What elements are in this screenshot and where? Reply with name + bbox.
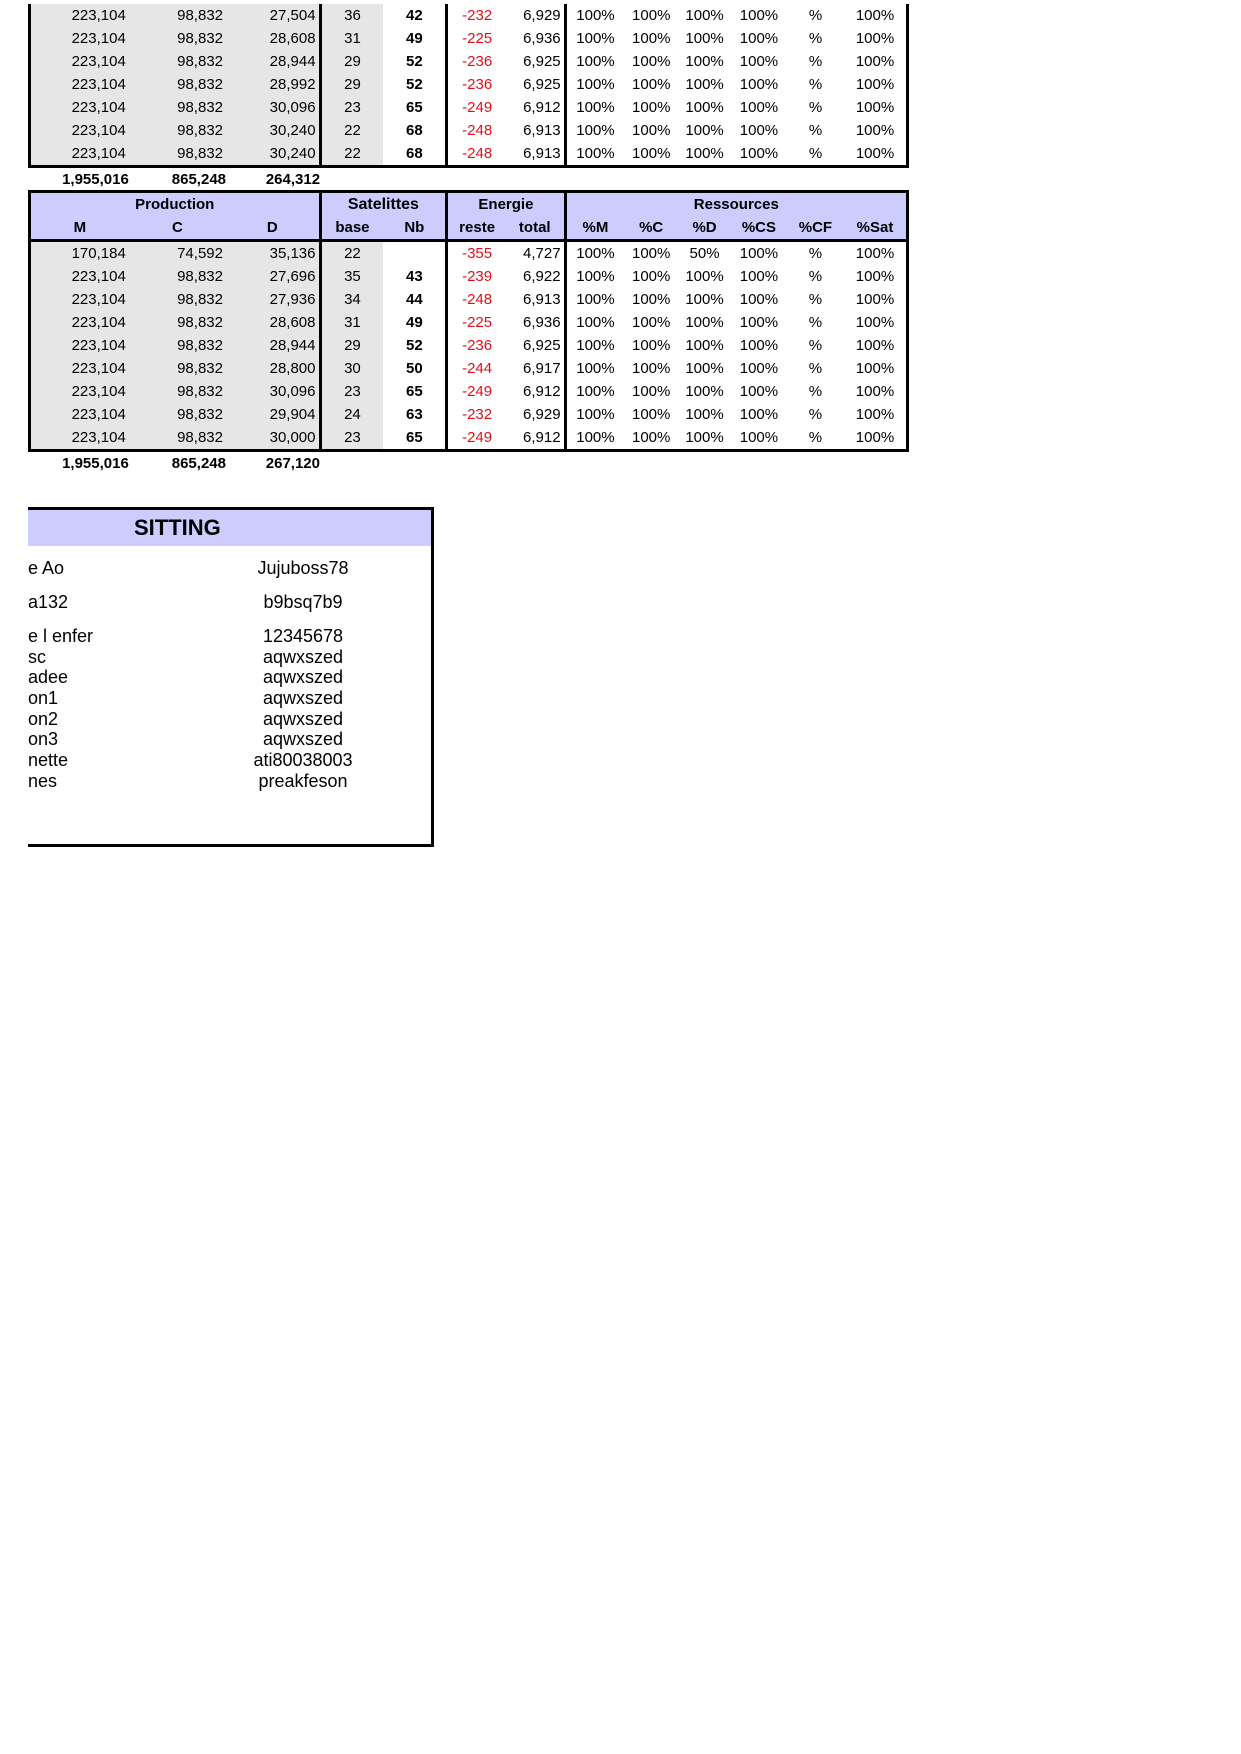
cell-pcs: 100%: [739, 7, 779, 24]
cell-d: 28,944: [226, 334, 320, 357]
group-header-row: [30, 192, 908, 217]
cell-pd: 100%: [685, 383, 724, 400]
cell-base: 30: [320, 357, 383, 380]
cell-total: 6,925: [506, 334, 565, 357]
sitting-password: aqwxszed: [262, 709, 344, 729]
cell-psat: 100%: [844, 27, 907, 50]
cell-pc: 100%: [632, 99, 671, 116]
cell-reste: -236: [462, 337, 493, 354]
cell-pc: 100%: [632, 122, 671, 139]
cell-c: 98,832: [129, 119, 226, 142]
cell-pd: 100%: [685, 99, 724, 116]
cell-base: 34: [320, 288, 383, 311]
cell-pc: 100%: [632, 76, 671, 93]
cell-base: 23: [320, 426, 383, 451]
cell-pcf: %: [808, 30, 823, 47]
cell-psat: 100%: [844, 265, 908, 288]
cell-m: 223,104: [30, 96, 129, 119]
table-row: [30, 73, 908, 96]
cell-pd: 100%: [685, 360, 724, 377]
cell-psat: 100%: [844, 4, 907, 27]
cell-nb: [383, 241, 446, 266]
cell-base: 31: [320, 27, 383, 50]
cell-c: 74,592: [129, 241, 226, 266]
cell-pd: 100%: [685, 76, 724, 93]
cell-pm: 100%: [576, 122, 615, 139]
col-pc: %C: [624, 216, 678, 241]
cell-total: 6,925: [506, 50, 565, 73]
cell-d: 30,240: [226, 119, 320, 142]
cell-pm: 100%: [576, 7, 615, 24]
sitting-password: ati80038003: [253, 750, 353, 770]
cell-pcf: %: [808, 406, 823, 423]
cell-m: 223,104: [30, 73, 129, 96]
cell-psat: 100%: [844, 334, 908, 357]
table-row: [30, 357, 908, 380]
cell-total: 6,912: [506, 96, 565, 119]
cell-d: 28,608: [226, 311, 320, 334]
column-header-row: [30, 216, 908, 241]
cell-pc: 100%: [624, 142, 678, 167]
totals-row: [30, 451, 908, 476]
cell-m: 170,184: [30, 241, 129, 266]
cell-pc: 100%: [632, 7, 671, 24]
sitting-panel: [28, 507, 434, 847]
sitting-password: aqwxszed: [262, 647, 344, 667]
table-row: [30, 288, 908, 311]
cell-d: 29,904: [226, 403, 320, 426]
table-row: [30, 27, 908, 50]
cell-pm: 100%: [565, 142, 624, 167]
total-m: 1,955,016: [62, 171, 129, 188]
totals-row: [30, 167, 908, 192]
table-row: [30, 4, 908, 27]
cell-pcs: 100%: [739, 122, 779, 139]
cell-pcs: 100%: [739, 99, 779, 116]
cell-pd: 100%: [685, 30, 724, 47]
cell-pd: 100%: [685, 122, 724, 139]
cell-pcf: %: [808, 360, 823, 377]
cell-reste: -249: [447, 426, 506, 451]
cell-m: 223,104: [30, 27, 129, 50]
cell-pcf: %: [808, 53, 823, 70]
table-row: [30, 119, 908, 142]
cell-m: 223,104: [30, 426, 129, 451]
cell-total: 6,917: [506, 357, 565, 380]
cell-base: 22: [320, 241, 383, 266]
table-row: [30, 96, 908, 119]
cell-nb: 68: [383, 119, 446, 142]
total-d: 267,120: [265, 455, 320, 472]
cell-nb: 52: [383, 334, 446, 357]
cell-pcs: 100%: [731, 426, 787, 451]
cell-reste: -249: [462, 99, 493, 116]
sitting-password: aqwxszed: [262, 688, 344, 708]
cell-c: 98,832: [129, 403, 226, 426]
cell-c: 98,832: [129, 311, 226, 334]
col-psat: %Sat: [844, 216, 908, 241]
cell-pm: 100%: [576, 268, 615, 285]
cell-m: 223,104: [30, 311, 129, 334]
table-row: [30, 426, 908, 451]
cell-reste: -236: [462, 76, 493, 93]
cell-pcf: %: [808, 245, 823, 262]
cell-pcf: %: [808, 337, 823, 354]
cell-pm: 100%: [576, 314, 615, 331]
cell-pd: 100%: [678, 142, 731, 167]
cell-pc: 100%: [632, 291, 671, 308]
cell-m: 223,104: [30, 334, 129, 357]
cell-c: 98,832: [129, 334, 226, 357]
cell-m: 223,104: [30, 119, 129, 142]
col-c: C: [129, 216, 226, 241]
cell-psat: 100%: [844, 357, 908, 380]
cell-nb: 49: [383, 27, 446, 50]
cell-c: 98,832: [129, 288, 226, 311]
cell-reste: -249: [462, 383, 493, 400]
cell-c: 98,832: [129, 426, 226, 451]
cell-pd: 100%: [685, 268, 724, 285]
cell-pm: 100%: [576, 53, 615, 70]
cell-base: 24: [320, 403, 383, 426]
cell-reste: -236: [462, 53, 493, 70]
sitting-account: e Ao: [28, 558, 65, 578]
cell-pcs: 100%: [731, 142, 787, 167]
cell-reste: -239: [462, 268, 493, 285]
cell-reste: -355: [462, 245, 493, 262]
cell-d: 27,504: [226, 4, 320, 27]
sitting-password: Jujuboss78: [257, 558, 349, 578]
production-grid-2: [28, 190, 909, 475]
cell-m: 223,104: [30, 265, 129, 288]
cell-c: 98,832: [129, 4, 226, 27]
cell-psat: 100%: [844, 380, 908, 403]
cell-reste: -232: [462, 406, 493, 423]
cell-pm: 100%: [576, 406, 615, 423]
col-d: D: [226, 216, 320, 241]
cell-pd: 100%: [685, 7, 724, 24]
cell-pcs: 100%: [739, 383, 779, 400]
col-pcs: %CS: [731, 216, 787, 241]
energie-header: Energie: [447, 192, 565, 217]
table-row: [30, 241, 908, 266]
cell-psat: 100%: [844, 288, 908, 311]
cell-pc: 100%: [624, 426, 678, 451]
col-nb: Nb: [383, 216, 446, 241]
cell-total: 6,929: [506, 403, 565, 426]
cell-psat: 100%: [844, 403, 908, 426]
cell-pm: 100%: [565, 426, 624, 451]
cell-pcf: %: [808, 99, 823, 116]
cell-pcs: 100%: [739, 360, 779, 377]
cell-reste: -244: [462, 360, 493, 377]
sitting-account: sc: [28, 647, 46, 667]
cell-total: 6,925: [506, 73, 565, 96]
cell-pd: 100%: [685, 314, 724, 331]
satellites-header: Satelittes: [320, 192, 447, 217]
col-base: base: [320, 216, 383, 241]
cell-pd: 100%: [678, 426, 731, 451]
cell-pcf: %: [808, 268, 823, 285]
cell-base: 35: [320, 265, 383, 288]
cell-total: 6,913: [506, 119, 565, 142]
sitting-account: on2: [28, 709, 59, 729]
cell-pcf: %: [808, 383, 823, 400]
cell-base: 22: [320, 142, 383, 167]
cell-pc: 100%: [632, 268, 671, 285]
production-header: Production: [30, 192, 321, 217]
cell-nb: 50: [383, 357, 446, 380]
cell-m: 223,104: [30, 403, 129, 426]
cell-pcs: 100%: [739, 53, 779, 70]
cell-d: 30,096: [226, 380, 320, 403]
cell-nb: 49: [383, 311, 446, 334]
sitting-account: a132: [28, 592, 69, 612]
table-row: [30, 380, 908, 403]
col-pcf: %CF: [787, 216, 844, 241]
col-pd: %D: [678, 216, 731, 241]
col-total: total: [506, 216, 565, 241]
cell-total: 6,936: [506, 311, 565, 334]
cell-pc: 100%: [632, 314, 671, 331]
table-row: [30, 50, 908, 73]
cell-d: 28,608: [226, 27, 320, 50]
cell-nb: 65: [383, 380, 446, 403]
cell-base: 23: [320, 96, 383, 119]
cell-pd: 100%: [685, 291, 724, 308]
cell-reste: -248: [447, 142, 506, 167]
table-row: [30, 311, 908, 334]
total-c: 865,248: [171, 171, 227, 188]
cell-reste: -225: [462, 314, 493, 331]
cell-pm: 100%: [576, 99, 615, 116]
cell-reste: -232: [462, 7, 493, 24]
cell-pcs: 100%: [739, 30, 779, 47]
cell-pc: 100%: [632, 383, 671, 400]
cell-pcf: %: [808, 7, 823, 24]
sitting-password: aqwxszed: [262, 729, 344, 749]
cell-c: 98,832: [129, 96, 226, 119]
cell-d: 28,992: [226, 73, 320, 96]
cell-total: 6,922: [506, 265, 565, 288]
cell-pc: 100%: [632, 245, 671, 262]
cell-psat: 100%: [844, 142, 907, 167]
cell-pm: 100%: [576, 291, 615, 308]
cell-pm: 100%: [576, 245, 615, 262]
cell-m: 223,104: [30, 380, 129, 403]
sitting-password: b9bsq7b9: [263, 592, 343, 612]
cell-pcs: 100%: [739, 291, 779, 308]
cell-pcf: %: [808, 314, 823, 331]
col-reste: reste: [447, 216, 506, 241]
cell-pc: 100%: [632, 360, 671, 377]
table-row: [30, 265, 908, 288]
table-row: [30, 334, 908, 357]
cell-pcs: 100%: [739, 406, 779, 423]
cell-c: 98,832: [129, 142, 226, 167]
cell-pd: 50%: [689, 245, 720, 262]
cell-d: 30,000: [226, 426, 320, 451]
cell-total: 6,912: [506, 426, 565, 451]
cell-pcf: %: [787, 142, 844, 167]
cell-nb: 43: [383, 265, 446, 288]
col-m: M: [30, 216, 129, 241]
cell-pm: 100%: [576, 383, 615, 400]
cell-total: 4,727: [506, 241, 565, 266]
cell-nb: 42: [383, 4, 446, 27]
cell-nb: 65: [383, 426, 446, 451]
cell-total: 6,913: [506, 142, 565, 167]
cell-pcs: 100%: [739, 337, 779, 354]
cell-pd: 100%: [685, 337, 724, 354]
cell-nb: 52: [383, 73, 446, 96]
total-m: 1,955,016: [62, 455, 129, 472]
cell-nb: 65: [383, 96, 446, 119]
cell-nb: 63: [383, 403, 446, 426]
total-c: 865,248: [171, 455, 226, 472]
cell-d: 35,136: [226, 241, 320, 266]
cell-c: 98,832: [129, 50, 226, 73]
cell-pcs: 100%: [739, 76, 779, 93]
total-d: 264,312: [265, 171, 321, 188]
cell-pcf: %: [808, 291, 823, 308]
cell-pm: 100%: [576, 337, 615, 354]
cell-base: 29: [320, 50, 383, 73]
production-grid-1: [28, 4, 909, 191]
cell-d: 28,800: [226, 357, 320, 380]
cell-psat: 100%: [844, 73, 907, 96]
cell-reste: -225: [462, 30, 493, 47]
cell-m: 223,104: [30, 142, 129, 167]
sitting-account: nes: [28, 771, 58, 791]
cell-base: 31: [320, 311, 383, 334]
cell-m: 223,104: [30, 4, 129, 27]
cell-pc: 100%: [632, 337, 671, 354]
cell-psat: 100%: [844, 119, 907, 142]
cell-c: 98,832: [129, 380, 226, 403]
cell-d: 27,936: [226, 288, 320, 311]
cell-d: 30,096: [226, 96, 320, 119]
cell-base: 22: [320, 119, 383, 142]
production-table-2: [28, 190, 909, 475]
cell-pc: 100%: [632, 30, 671, 47]
cell-c: 98,832: [129, 265, 226, 288]
cell-base: 36: [320, 4, 383, 27]
cell-m: 223,104: [30, 50, 129, 73]
sitting-account: on1: [28, 688, 59, 708]
ressources-header: Ressources: [565, 192, 907, 217]
cell-pm: 100%: [576, 30, 615, 47]
sitting-account: e l enfer: [28, 626, 94, 646]
cell-total: 6,936: [506, 27, 565, 50]
cell-pcs: 100%: [739, 268, 779, 285]
cell-nb: 52: [383, 50, 446, 73]
sitting-title: SITTING: [28, 510, 431, 546]
cell-c: 98,832: [129, 27, 226, 50]
cell-psat: 100%: [844, 426, 908, 451]
cell-nb: 44: [383, 288, 446, 311]
cell-pc: 100%: [632, 53, 671, 70]
cell-psat: 100%: [844, 50, 907, 73]
sitting-account: nette: [28, 750, 69, 770]
cell-psat: 100%: [844, 311, 908, 334]
cell-nb: 68: [383, 142, 446, 167]
cell-pm: 100%: [576, 360, 615, 377]
cell-total: 6,913: [506, 288, 565, 311]
cell-base: 29: [320, 73, 383, 96]
cell-m: 223,104: [30, 357, 129, 380]
cell-reste: -248: [462, 291, 493, 308]
cell-d: 28,944: [226, 50, 320, 73]
col-pm: %M: [565, 216, 624, 241]
sitting-password: aqwxszed: [262, 667, 344, 687]
sitting-account: adee: [28, 667, 69, 687]
cell-pd: 100%: [685, 53, 724, 70]
cell-pcs: 100%: [739, 245, 779, 262]
table-row: [30, 403, 908, 426]
cell-pc: 100%: [632, 406, 671, 423]
table-row: [30, 142, 908, 167]
cell-pcf: %: [808, 122, 823, 139]
cell-m: 223,104: [30, 288, 129, 311]
cell-d: 27,696: [226, 265, 320, 288]
cell-pm: 100%: [576, 76, 615, 93]
cell-d: 30,240: [226, 142, 320, 167]
sitting-password: preakfeson: [258, 771, 348, 791]
cell-pcf: %: [787, 426, 844, 451]
cell-c: 98,832: [129, 73, 226, 96]
cell-base: 29: [320, 334, 383, 357]
sitting-account: on3: [28, 729, 59, 749]
production-table-1: [28, 4, 909, 191]
cell-total: 6,912: [506, 380, 565, 403]
cell-pcf: %: [808, 76, 823, 93]
cell-total: 6,929: [506, 4, 565, 27]
cell-base: 23: [320, 380, 383, 403]
cell-c: 98,832: [129, 357, 226, 380]
cell-pd: 100%: [685, 406, 724, 423]
cell-psat: 100%: [844, 241, 908, 266]
cell-pcs: 100%: [739, 314, 779, 331]
cell-psat: 100%: [844, 96, 907, 119]
cell-reste: -248: [462, 122, 493, 139]
sitting-password: 12345678: [262, 626, 344, 646]
